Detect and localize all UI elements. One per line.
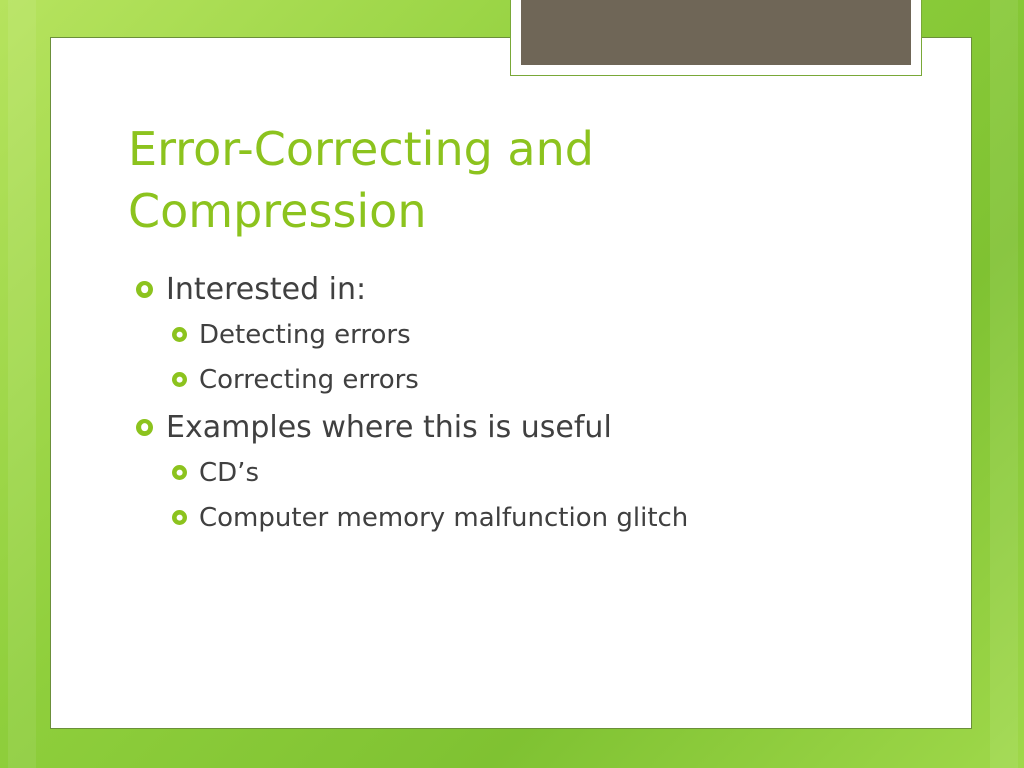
circle-bullet-icon bbox=[172, 327, 187, 342]
circle-bullet-icon bbox=[172, 372, 187, 387]
slide-title: Error-Correcting and Compression bbox=[128, 122, 594, 238]
title-tab-fill bbox=[521, 0, 911, 65]
background-stripe bbox=[8, 0, 36, 768]
bullet-text: Interested in: bbox=[166, 271, 367, 307]
sub-bullet-item bbox=[136, 495, 688, 540]
sub-bullet-text: Computer memory malfunction glitch bbox=[199, 502, 689, 533]
circle-bullet-icon bbox=[172, 465, 187, 480]
bullet-text: Examples where this is useful bbox=[166, 409, 612, 445]
bullet-item bbox=[136, 404, 688, 450]
sub-bullet-item bbox=[136, 312, 688, 357]
circle-bullet-icon bbox=[172, 510, 187, 525]
bullet-list bbox=[136, 266, 688, 540]
sub-bullet-text: Detecting errors bbox=[199, 319, 411, 350]
circle-bullet-icon bbox=[136, 419, 153, 436]
sub-bullet-text: CD’s bbox=[199, 457, 259, 488]
bullet-item bbox=[136, 266, 688, 312]
title-tab bbox=[510, 0, 922, 76]
background-stripe bbox=[990, 0, 1018, 768]
circle-bullet-icon bbox=[136, 281, 153, 298]
sub-bullet-item bbox=[136, 450, 688, 495]
sub-bullet-item bbox=[136, 357, 688, 402]
sub-bullet-text: Correcting errors bbox=[199, 364, 419, 395]
